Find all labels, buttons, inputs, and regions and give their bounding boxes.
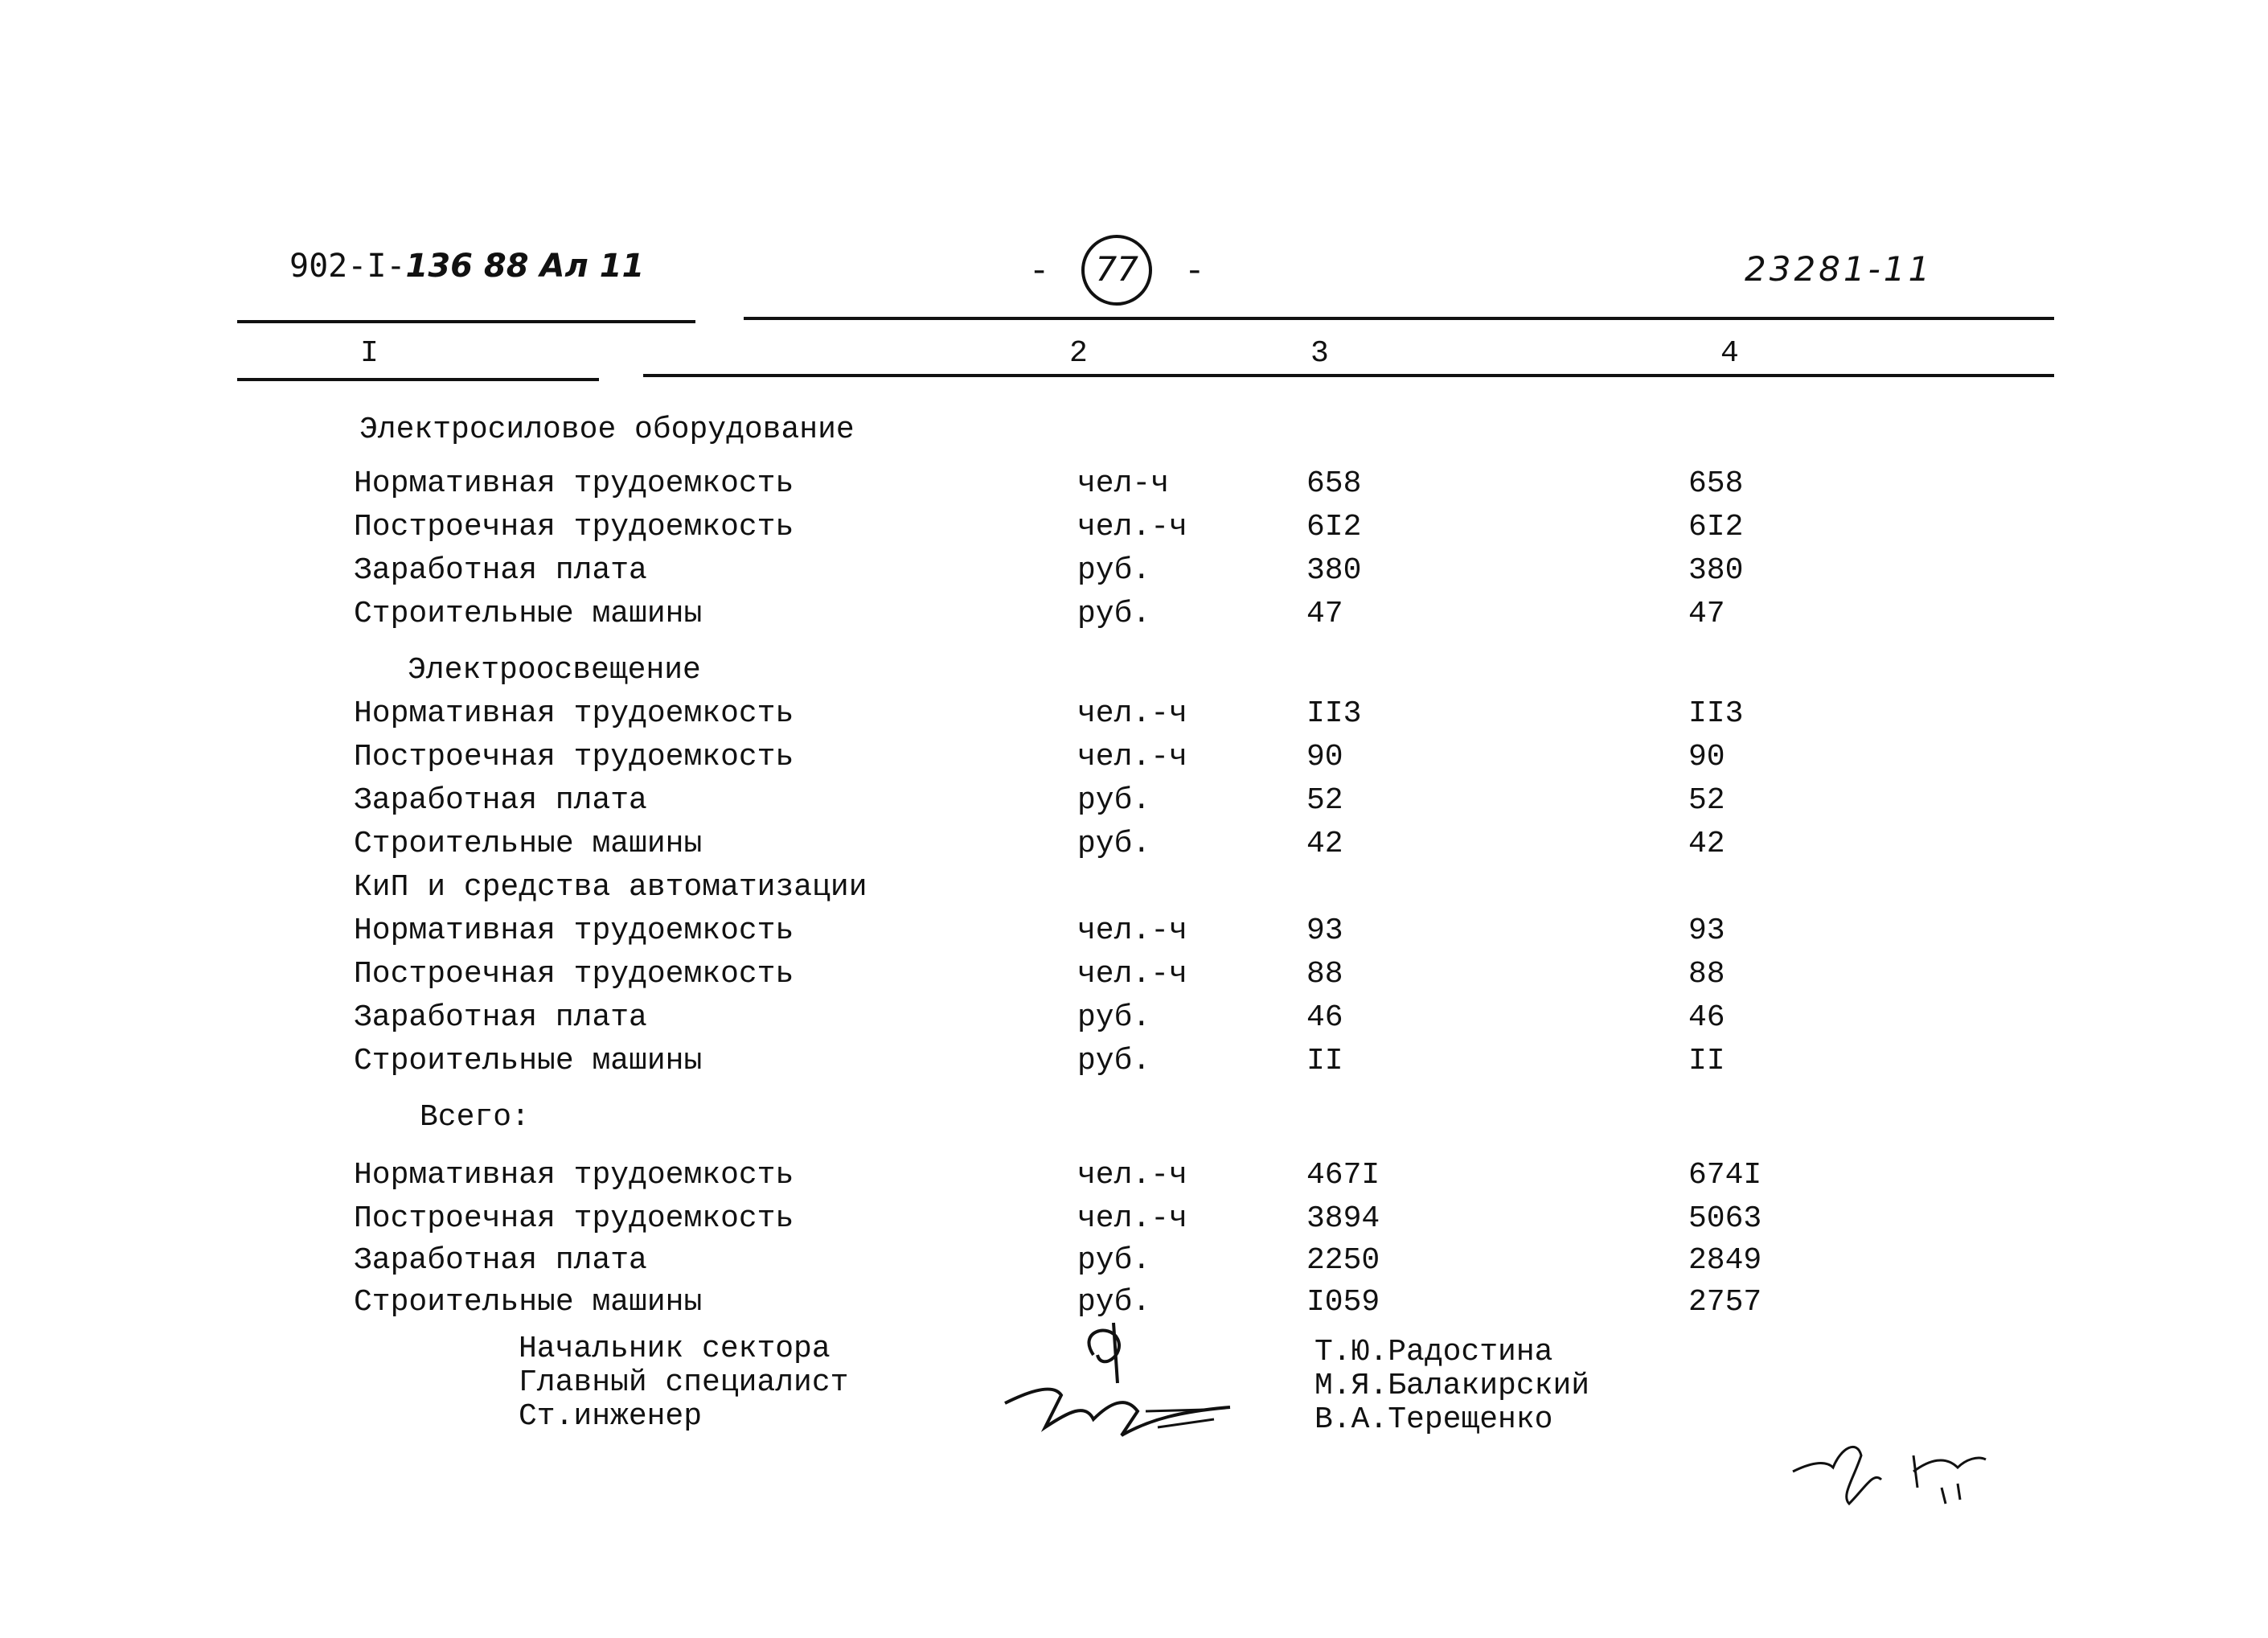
page-dash-left: - bbox=[1029, 252, 1050, 291]
row-value-col3: 46 bbox=[1306, 1000, 1343, 1035]
row-value-col4: 88 bbox=[1688, 957, 1725, 991]
row-value-col3: 88 bbox=[1306, 957, 1343, 991]
signatory-role: Начальник сектора bbox=[519, 1332, 831, 1366]
row-unit: чел.-ч bbox=[1077, 510, 1187, 544]
table-row bbox=[0, 1201, 2268, 1245]
row-value-col3: I059 bbox=[1306, 1285, 1380, 1320]
table-row bbox=[0, 553, 2268, 597]
table-row bbox=[0, 913, 2268, 957]
row-name: Заработная плата bbox=[354, 1000, 647, 1035]
row-name: Строительные машины bbox=[354, 597, 703, 631]
row-name: Построечная трудоемкость bbox=[354, 740, 794, 774]
row-value-col4: II bbox=[1688, 1044, 1725, 1078]
row-unit: руб. bbox=[1077, 597, 1151, 631]
row-name: Построечная трудоемкость bbox=[354, 957, 794, 991]
row-value-col4: 2757 bbox=[1688, 1285, 1762, 1320]
archive-number: 23281-11 bbox=[1745, 249, 1934, 289]
page-dash-right: - bbox=[1184, 252, 1205, 291]
section-title: Электросиловое оборудование bbox=[359, 413, 855, 447]
row-value-col3: 42 bbox=[1306, 827, 1343, 861]
row-value-col4: 52 bbox=[1688, 783, 1725, 818]
document-code-printed: 902-I- bbox=[289, 248, 406, 285]
table-header-bottom-rule-left bbox=[237, 378, 599, 381]
table-row bbox=[0, 957, 2268, 1000]
row-value-col3: 467I bbox=[1306, 1158, 1380, 1193]
row-value-col4: II3 bbox=[1688, 696, 1744, 731]
row-name: Нормативная трудоемкость bbox=[354, 466, 794, 501]
row-unit: руб. bbox=[1077, 783, 1151, 818]
row-unit: руб. bbox=[1077, 1044, 1151, 1078]
signatory-name: В.А.Терещенко bbox=[1314, 1402, 1553, 1437]
row-name: Нормативная трудоемкость bbox=[354, 696, 794, 731]
row-unit: чел.-ч bbox=[1077, 740, 1187, 774]
row-name: Заработная плата bbox=[354, 1243, 647, 1278]
row-value-col3: 93 bbox=[1306, 913, 1343, 948]
column-header-2: 2 bbox=[1069, 336, 1088, 371]
table-header-bottom-rule-right bbox=[643, 374, 2054, 377]
handwritten-signatures bbox=[997, 1307, 1238, 1447]
row-name: Строительные машины bbox=[354, 827, 703, 861]
table-row bbox=[0, 1243, 2268, 1287]
row-name: Строительные машины bbox=[354, 1044, 703, 1078]
table-row bbox=[0, 510, 2268, 553]
row-value-col3: 6I2 bbox=[1306, 510, 1362, 544]
totals-title: Всего: bbox=[420, 1100, 530, 1135]
row-name: Строительные машины bbox=[354, 1285, 703, 1320]
table-row bbox=[0, 1000, 2268, 1044]
row-value-col4: 93 bbox=[1688, 913, 1725, 948]
table-row bbox=[0, 696, 2268, 740]
signatory-name: Т.Ю.Радостина bbox=[1314, 1335, 1553, 1369]
signatory-name: М.Я.Балакирский bbox=[1314, 1369, 1590, 1403]
row-unit: чел.-ч bbox=[1077, 1158, 1187, 1193]
row-value-col3: 52 bbox=[1306, 783, 1343, 818]
row-name: Построечная трудоемкость bbox=[354, 510, 794, 544]
handwritten-notes bbox=[1785, 1423, 1994, 1520]
row-value-col3: 3894 bbox=[1306, 1201, 1380, 1236]
row-value-col4: 46 bbox=[1688, 1000, 1725, 1035]
row-value-col3: 47 bbox=[1306, 597, 1343, 631]
row-value-col4: 674I bbox=[1688, 1158, 1762, 1193]
row-value-col4: 380 bbox=[1688, 553, 1744, 588]
row-unit: руб. bbox=[1077, 827, 1151, 861]
signatory-role: Главный специалист bbox=[519, 1365, 849, 1400]
row-value-col3: 90 bbox=[1306, 740, 1343, 774]
column-header-4: 4 bbox=[1720, 336, 1739, 371]
table-row bbox=[0, 783, 2268, 827]
table-row bbox=[0, 740, 2268, 783]
table-row bbox=[0, 1158, 2268, 1201]
table-top-rule-right bbox=[744, 317, 2054, 320]
row-unit: руб. bbox=[1077, 553, 1151, 588]
section-title: КиП и средства автоматизации bbox=[354, 870, 867, 905]
row-unit: руб. bbox=[1077, 1243, 1151, 1278]
row-value-col4: 47 bbox=[1688, 597, 1725, 631]
row-value-col4: 90 bbox=[1688, 740, 1725, 774]
table-row bbox=[0, 466, 2268, 510]
table-row bbox=[0, 1044, 2268, 1087]
row-value-col3: II bbox=[1306, 1044, 1343, 1078]
row-name: Заработная плата bbox=[354, 553, 647, 588]
column-header-1: I bbox=[360, 336, 379, 371]
row-value-col4: 2849 bbox=[1688, 1243, 1762, 1278]
document-code-handwritten: 136 88 Ал 11 bbox=[405, 248, 645, 285]
row-unit: руб. bbox=[1077, 1000, 1151, 1035]
row-value-col4: 42 bbox=[1688, 827, 1725, 861]
row-unit: чел.-ч bbox=[1077, 1201, 1187, 1236]
page-number bbox=[1029, 235, 1204, 306]
row-name: Нормативная трудоемкость bbox=[354, 913, 794, 948]
table-row bbox=[0, 827, 2268, 870]
row-name: Нормативная трудоемкость bbox=[354, 1158, 794, 1193]
column-header-3: 3 bbox=[1310, 336, 1329, 371]
row-value-col4: 5063 bbox=[1688, 1201, 1762, 1236]
table-top-rule-left bbox=[237, 320, 695, 323]
row-value-col3: II3 bbox=[1306, 696, 1362, 731]
row-value-col4: 658 bbox=[1688, 466, 1744, 501]
row-unit: чел.-ч bbox=[1077, 957, 1187, 991]
row-value-col3: 380 bbox=[1306, 553, 1362, 588]
row-value-col3: 658 bbox=[1306, 466, 1362, 501]
document-code bbox=[289, 248, 644, 285]
row-value-col4: 6I2 bbox=[1688, 510, 1744, 544]
table-row bbox=[0, 597, 2268, 640]
page-number-circle: 77 bbox=[1081, 235, 1152, 306]
row-value-col3: 2250 bbox=[1306, 1243, 1380, 1278]
row-unit: руб. bbox=[1077, 1285, 1151, 1320]
row-unit: чел.-ч bbox=[1077, 696, 1187, 731]
row-unit: чел.-ч bbox=[1077, 913, 1187, 948]
row-name: Построечная трудоемкость bbox=[354, 1201, 794, 1236]
row-name: Заработная плата bbox=[354, 783, 647, 818]
section-title: Электроосвещение bbox=[408, 653, 701, 688]
signatory-role: Ст.инженер bbox=[519, 1399, 703, 1434]
row-unit: чел-ч bbox=[1077, 466, 1170, 501]
